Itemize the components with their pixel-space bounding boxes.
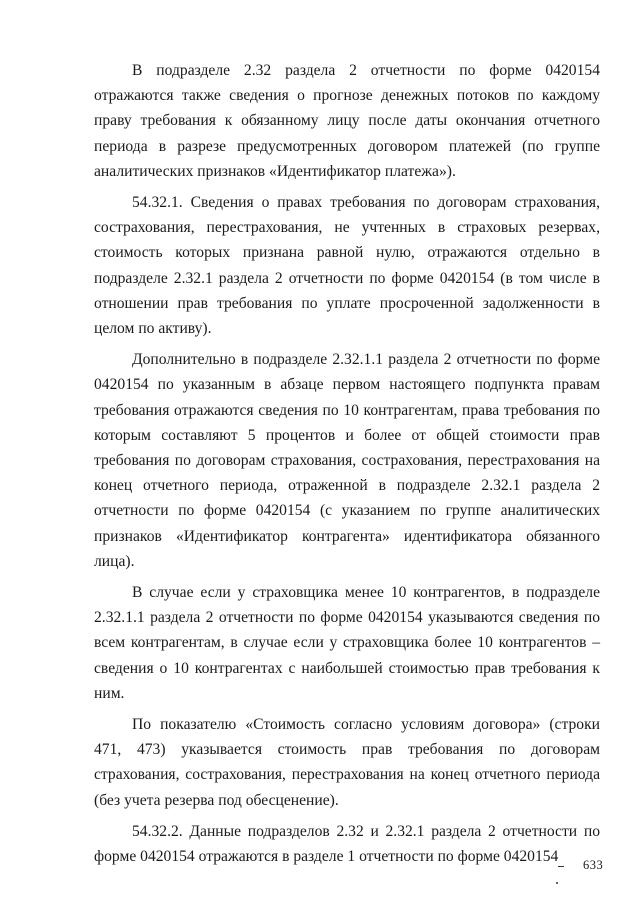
document-page	[94, 58, 600, 875]
paragraph-cash-flow-forecast: В подразделе 2.32 раздела 2 отчетности по форме 0420154 отражаются также сведения о прогнозе денежных потоков по каждому праву требования к обязанному лицу после даты окончания отчетного периода в разрезе предусмотренных договором платежей (по группе аналитических признаков «Идентификатор платежа»).	[94, 62, 600, 180]
paragraph-54-32-1: 54.32.1. Сведения о правах требования по договорам страхования, сострахования, перестрахования, не учтенных в страховых резервах, стоимость которых признана равной нулю, отражаются отдельно в подразделе 2.32.1 раздела 2 отчетности по форме 0420154 (в том числе в отношении прав требования по уплате просроченной задолженности в целом по активу).	[94, 194, 600, 338]
page-footer	[0, 820, 640, 900]
scan-speck	[558, 866, 564, 867]
paragraph-fewer-than-ten: В случае если у страховщика менее 10 контрагентов, в подразделе 2.32.1.1 раздела 2 отчетности по форме 0420154 указываются сведения по всем контрагентам, в случае если у страховщика более 10 контрагентов – сведения о 10 контрагентах с наибольшей стоимостью прав требования к ним.	[94, 584, 600, 702]
paragraph-additional-counterparties: Дополнительно в подразделе 2.32.1.1 раздела 2 отчетности по форме 0420154 по указанным в абзаце первом настоящего подпункта правам требования отражаются сведения по 10 контрагентам, права требования по которым составляют 5 процентов и более от общей стоимости прав требования по договорам страхования, сострахования, перестрахования на конец отчетного периода, отраженной в подразделе 2.32.1 раздела 2 отчетности по форме 0420154 (с указанием по группе аналитических признаков «Идентификатор контрагента» идентификатора обязанного лица).	[94, 351, 600, 570]
paragraph-54-32-2: 54.32.2. Данные подразделов 2.32 и 2.32.1 раздела 2 отчетности по форме 0420154 отражаются в разделе 1 отчетности по форме 0420154	[94, 822, 600, 866]
scan-speck	[556, 882, 558, 884]
page-number: 633	[583, 858, 604, 872]
paragraph-contract-value-indicator: По показателю «Стоимость согласно условиям договора» (строки 471, 473) указывается стоимость прав требования по договорам страхования, сострахования, перестрахования на конец отчетного периода (без учета резерва под обесценение).	[94, 716, 600, 809]
